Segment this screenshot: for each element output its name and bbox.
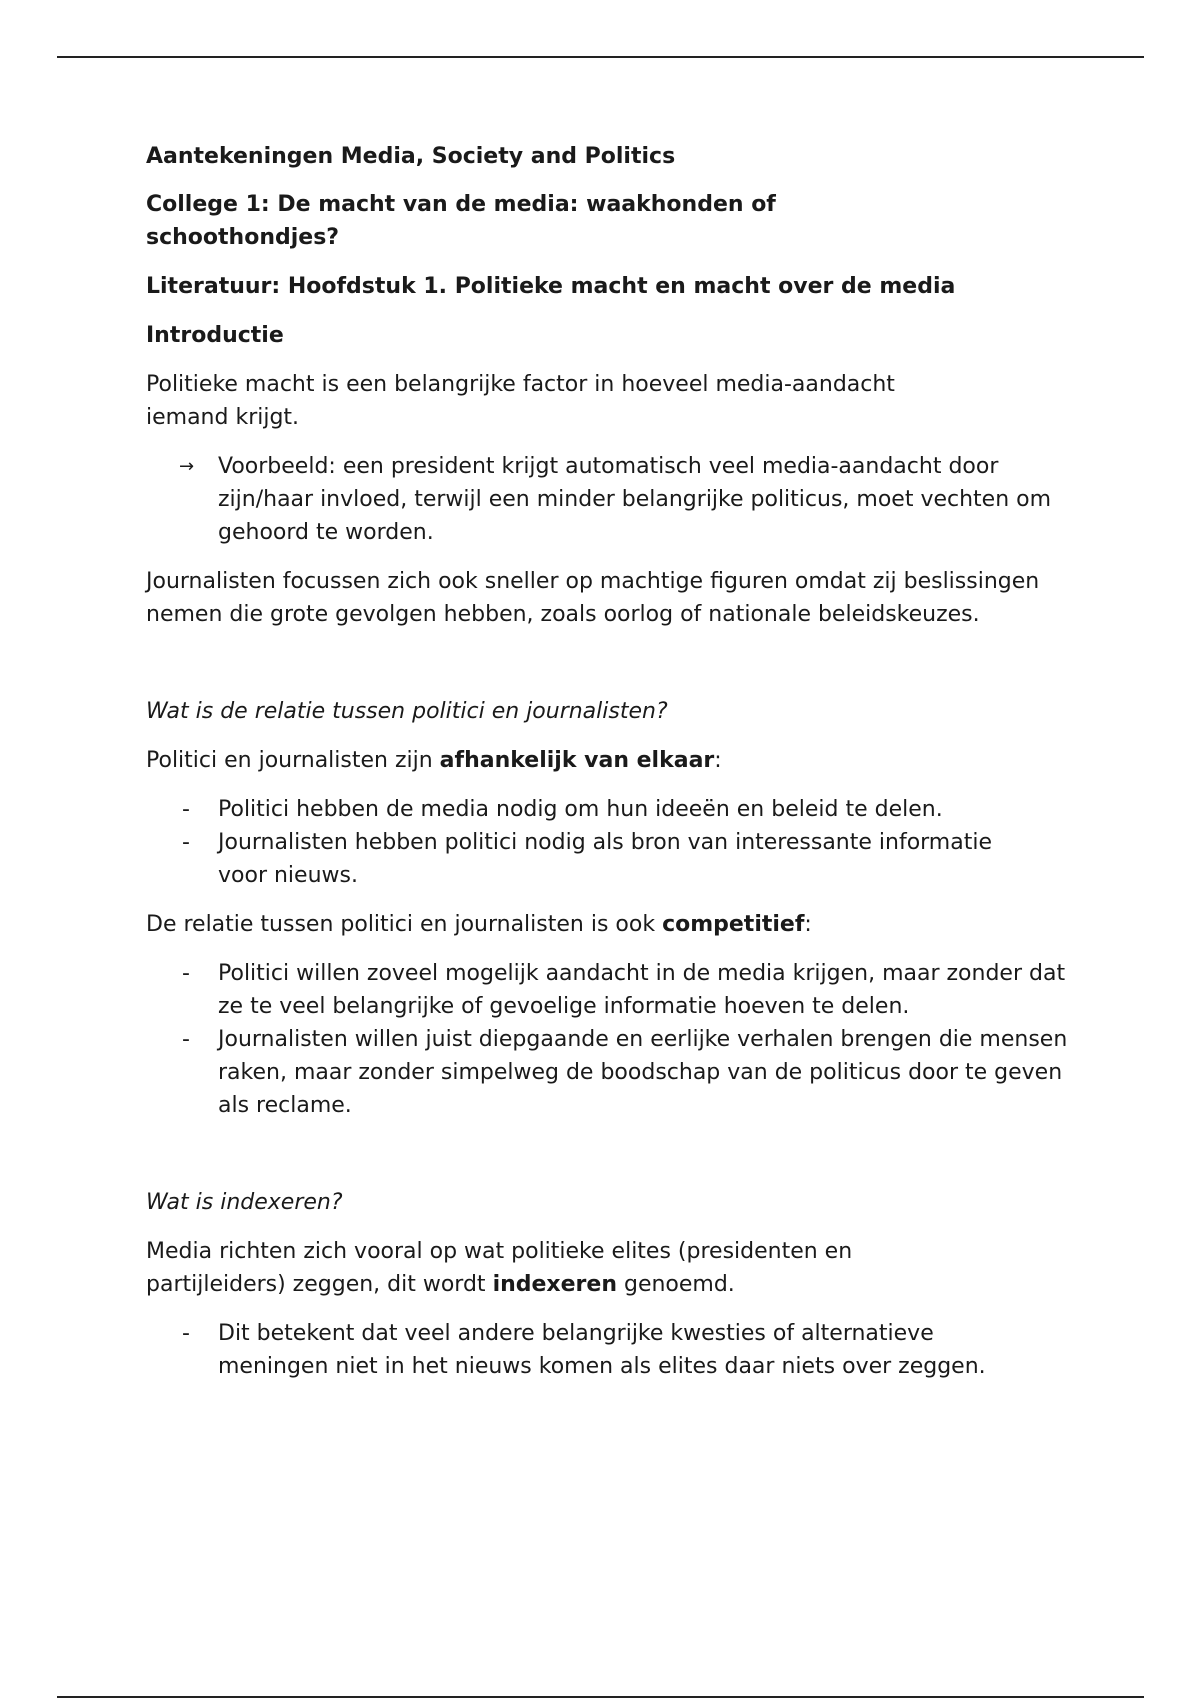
competitive-item-1: Politici willen zoveel mogelijk aandacht in de media krijgen, maar zonder dat ze te veel belangrijke of gevoelige informatie hoeven te delen. <box>218 961 1066 1019</box>
intro-example-text: Voorbeeld: een president krijgt automatisch veel media-aandacht door zijn/haar invloed, terwijl een minder belangrijke politicus, moet vechten om gehoord te worden. <box>218 454 1052 545</box>
list-item <box>146 793 1066 826</box>
competitive-colon: : <box>804 912 812 937</box>
dependent-colon: : <box>714 748 722 773</box>
dependent-list <box>146 793 1066 892</box>
dependent-text: Politici en journalisten zijn <box>146 748 440 773</box>
competitive-list <box>146 957 1066 1122</box>
dash-bullet: - <box>182 797 190 822</box>
intro-paragraph: Politieke macht is een belangrijke factor in hoeveel media-aandacht iemand krijgt. <box>146 372 895 430</box>
dash-bullet: - <box>182 961 190 986</box>
literature-heading: Literatuur: Hoofdstuk 1. Politieke macht en macht over de media <box>146 274 956 299</box>
college-heading: College 1: De macht van de media: waakhonden of schoothondjes? <box>146 192 776 250</box>
dependent-item-1: Politici hebben de media nodig om hun ideeën en beleid te delen. <box>218 797 943 822</box>
list-item <box>146 826 1018 892</box>
competitive-item-2: Journalisten willen juist diepgaande en eerlijke verhalen brengen die mensen raken, maar zonder simpelweg de boodschap van de politicus door te geven als reclame. <box>218 1027 1068 1118</box>
list-item <box>146 1317 1038 1383</box>
dependent-paragraph <box>146 744 1066 777</box>
competitive-paragraph <box>146 908 1066 941</box>
arrow-right-icon: → <box>179 456 195 477</box>
journalists-paragraph: Journalisten focussen zich ook sneller op machtige figuren omdat zij beslissingen nemen die grote gevolgen hebben, zoals oorlog of nationale beleidskeuzes. <box>146 569 1040 627</box>
indexing-text: Media richten zich vooral op wat politieke elites (presidenten en partijleiders) zeggen, dit wordt <box>146 1239 853 1297</box>
question-relation: Wat is de relatie tussen politici en journalisten? <box>146 699 668 724</box>
intro-heading: Introductie <box>146 323 284 348</box>
spacer <box>146 647 1066 695</box>
document-body <box>146 140 1066 1399</box>
indexing-paragraph <box>146 1235 946 1301</box>
list-item <box>146 1023 1068 1122</box>
intro-example-list <box>146 450 1066 549</box>
indexing-list <box>146 1317 1066 1383</box>
question-indexing: Wat is indexeren? <box>146 1190 343 1215</box>
footer-rule <box>57 1696 1144 1698</box>
dependent-emphasis: afhankelijk van elkaar <box>439 748 715 773</box>
list-item <box>146 957 1068 1023</box>
list-item <box>146 450 1058 549</box>
indexing-item-1: Dit betekent dat veel andere belangrijke kwesties of alternatieve meningen niet in het nieuws komen als elites daar niets over zeggen. <box>218 1321 986 1379</box>
header-rule <box>57 56 1144 58</box>
dash-bullet: - <box>182 1027 190 1052</box>
dash-bullet: - <box>182 830 190 855</box>
dash-bullet: - <box>182 1321 190 1346</box>
document-title: Aantekeningen Media, Society and Politics <box>146 144 676 169</box>
dependent-item-2: Journalisten hebben politici nodig als bron van interessante informatie voor nieuws. <box>218 830 992 888</box>
competitive-emphasis: competitief <box>662 912 805 937</box>
spacer <box>146 1138 1066 1186</box>
indexing-suffix: genoemd. <box>616 1272 735 1297</box>
competitive-text: De relatie tussen politici en journalisten is ook <box>146 912 663 937</box>
indexing-emphasis: indexeren <box>492 1272 617 1297</box>
